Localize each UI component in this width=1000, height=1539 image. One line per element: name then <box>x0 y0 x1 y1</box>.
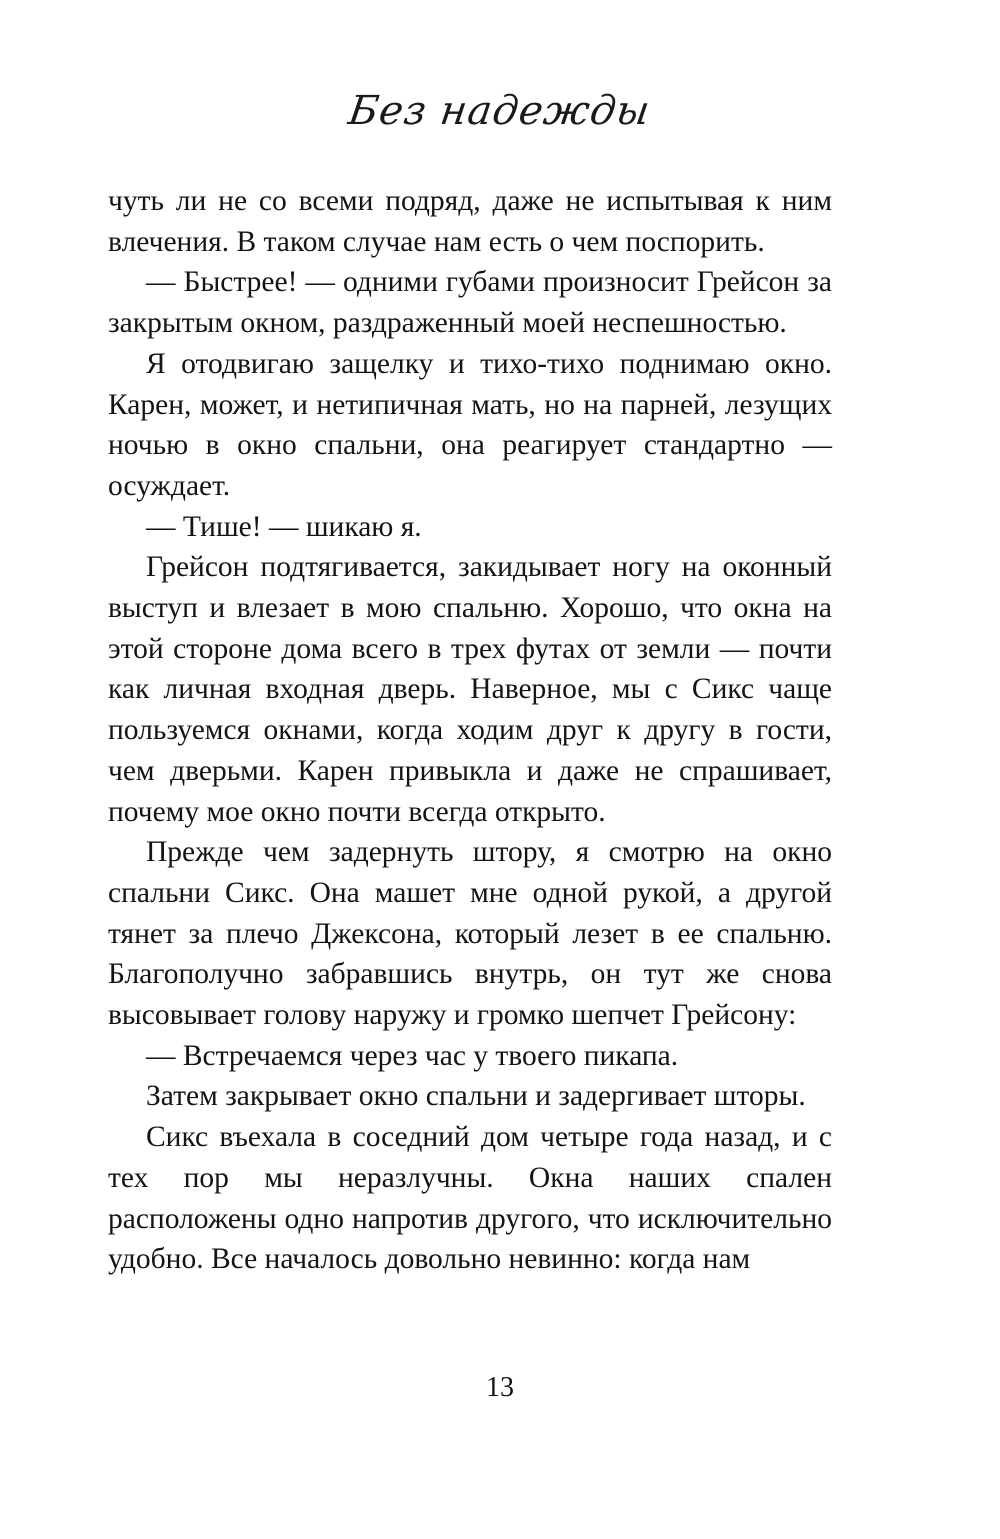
paragraph: Прежде чем задернуть штору, я смотрю на окно спальни Сикс. Она машет мне одной рукой, а другой тянет за плечо Джексона, который лезет в ее спальню. Благополучно забравшись внутрь, он тут же снова высовывает голову наружу и громко шепчет Грейсону: <box>108 836 832 1032</box>
running-header <box>0 88 1000 134</box>
running-title: Без надежды <box>346 88 654 134</box>
page-number: 13 <box>486 1372 514 1403</box>
paragraph: чуть ли не со всеми подряд, даже не испытывая к ним влечения. В таком случае нам есть о чем поспорить. <box>108 185 832 258</box>
paragraph: — Тише! — шикаю я. <box>146 510 422 543</box>
body-text <box>108 181 832 1280</box>
paragraph: — Встречаемся через час у твоего пикапа. <box>146 1039 679 1072</box>
paragraph: — Быстрее! — одними губами произносит Грейсон за закрытым окном, раздраженный моей неспешностью. <box>108 266 832 340</box>
paragraph: Сикс въехала в соседний дом четыре года назад, и с тех пор мы неразлучны. Окна наших спален расположены одно напротив другого, что исключительно удобно. Все началось довольно невинно: когда нам <box>108 1121 832 1276</box>
paragraph: Я отодвигаю защелку и тихо-тихо поднимаю окно. Карен, может, и нетипичная мать, но на парней, лезущих ночью в окно спальни, она реагирует стандартно — осуждает. <box>108 347 832 502</box>
paragraph: Грейсон подтягивается, закидывает ногу на оконный выступ и влезает в мою спальню. Хорошо, что окна на этой стороне дома всего в трех футах от земли — почти как личная входная дверь. Наверное, мы с Сикс чаще пользуемся окнами, когда ходим друг к другу в гости, чем дверьми. Карен привыкла и даже не спрашивает, почему мое окно почти всегда открыто. <box>108 551 832 828</box>
paragraph: Затем закрывает окно спальни и задергивает шторы. <box>146 1080 806 1113</box>
